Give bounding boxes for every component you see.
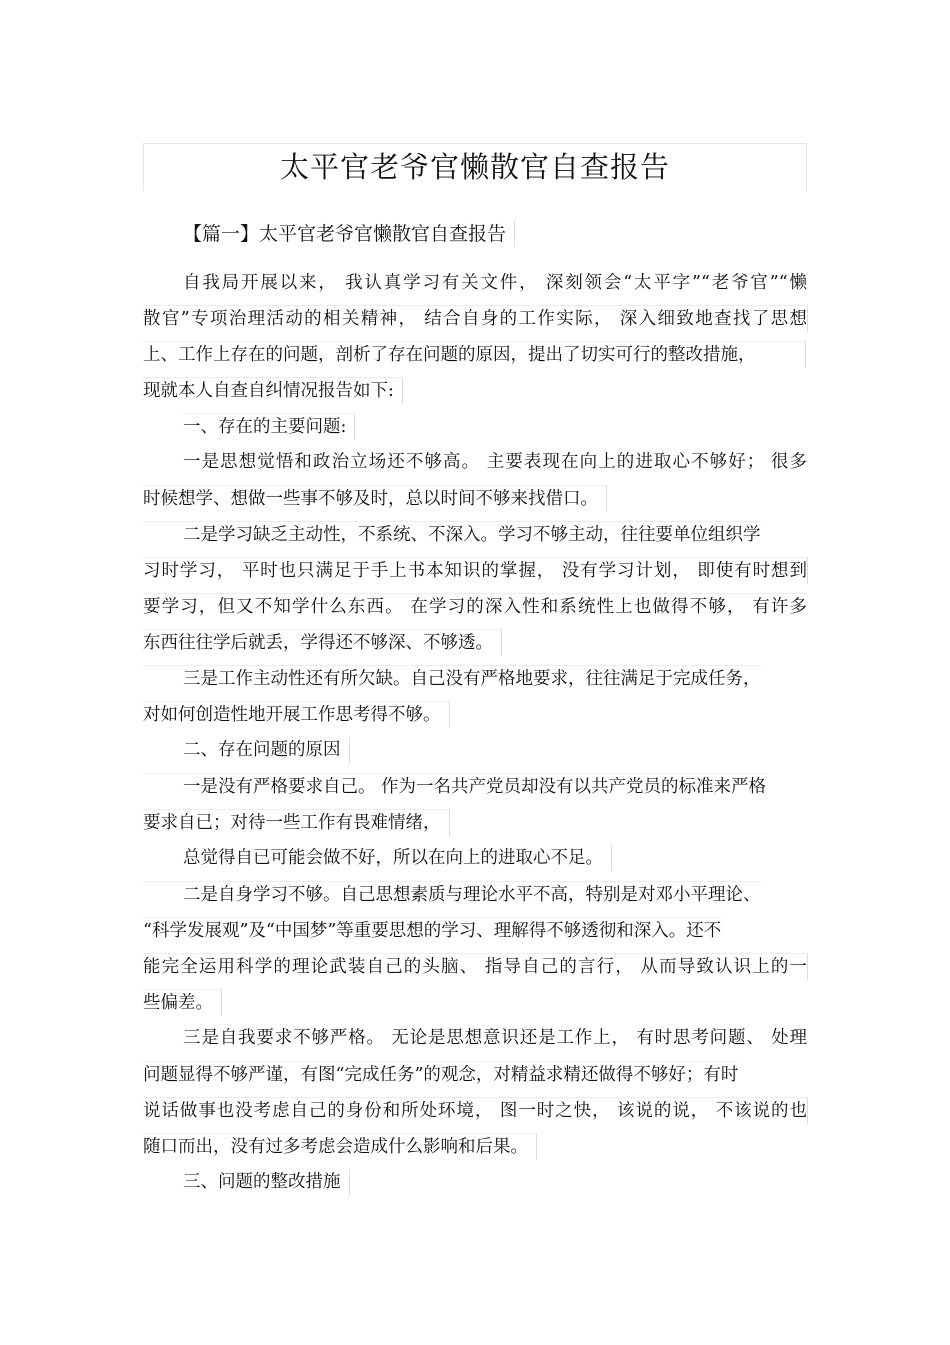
list-heading: 三、问题的整改措施: [183, 1169, 350, 1195]
paragraph-line: 上、工作上存在的问题，剖析了存在问题的原因，提出了切实可行的整改措施，: [143, 341, 806, 368]
paragraph-line: 二是学习缺乏主动性，不系统、不深入。学习不够主动，往往要单位组织学: [143, 521, 761, 548]
paragraph-line: 一是没有严格要求自己。 作为一名共产党员却没有以共产党员的标准来严格: [143, 773, 766, 800]
list-heading: 二、存在问题的原因: [183, 737, 350, 763]
paragraph-line: 要求自已；对待一些工作有畏难情绪，: [143, 809, 450, 836]
paragraph-line: 说话做事也没考虑自己的身份和所处环境， 图一时之快， 该说的说， 不该说的也: [143, 1097, 808, 1124]
section-heading: 【篇一】太平官老爷官懒散官自查报告: [183, 221, 515, 247]
paragraph-line: 些偏差。: [143, 989, 222, 1016]
paragraph-line: 要学习，但又不知学什么东西。 在学习的深入性和系统性上也做得不够， 有许多: [143, 593, 807, 620]
document-title: 太平官老爷官懒散官自查报告: [279, 150, 670, 184]
paragraph-line: 三是自我要求不够严格。 无论是思想意识还是工作上， 有时思考问题、 处理: [183, 1028, 807, 1048]
list-heading: 一、存在的主要问题:: [183, 413, 355, 440]
paragraph-line: 三是工作主动性还有所欠缺。自己没有严格地要求，往往满足于完成任务，: [143, 665, 761, 692]
paragraph-line: 能完全运用科学的理论武装自己的头脑、 指导自己的言行， 从而导致认识上的一: [143, 953, 808, 980]
paragraph-line: “科学发展观”及“中国梦”等重要思想的学习、理解得不够透彻和深入。还不: [143, 917, 721, 944]
paragraph-line: 二是自身学习不够。自己思想素质与理论水平不高，特别是对邓小平理论、: [143, 881, 761, 908]
paragraph-line: 一是思想觉悟和政治立场还不够高。 主要表现在向上的进取心不够好； 很多: [183, 452, 807, 472]
paragraph-line: 东西往往学后就丢，学得还不够深、不够透。: [143, 629, 502, 656]
paragraph-line: 习时学习， 平时也只满足于手上书本知识的掌握， 没有学习计划， 即使有时想到: [143, 557, 808, 584]
paragraph-line: 对如何创造性地开展工作思考得不够。: [143, 701, 450, 728]
paragraph-line: 散官”专项治理活动的相关精神， 结合自身的工作实际， 深入细致地查找了思想: [143, 305, 808, 332]
paragraph-line: 自我局开展以来， 我认真学习有关文件， 深刻领会“太平字”“老爷官”“懒: [183, 273, 807, 293]
paragraph-line: 时候想学、想做一些事不够及时，总以时间不够来找借口。: [143, 485, 607, 512]
paragraph-line: 现就本人自查自纠情况报告如下:: [143, 377, 403, 404]
paragraph-line: 随口而出，没有过多考虑会造成什么影响和后果。: [143, 1133, 537, 1160]
paragraph-line: 问题显得不够严谨，有图“完成任务”的观念，对精益求精还做得不够好；有时: [143, 1061, 738, 1088]
paragraph-line: 总觉得自已可能会做不好，所以在向上的进取心不足。: [183, 845, 612, 871]
